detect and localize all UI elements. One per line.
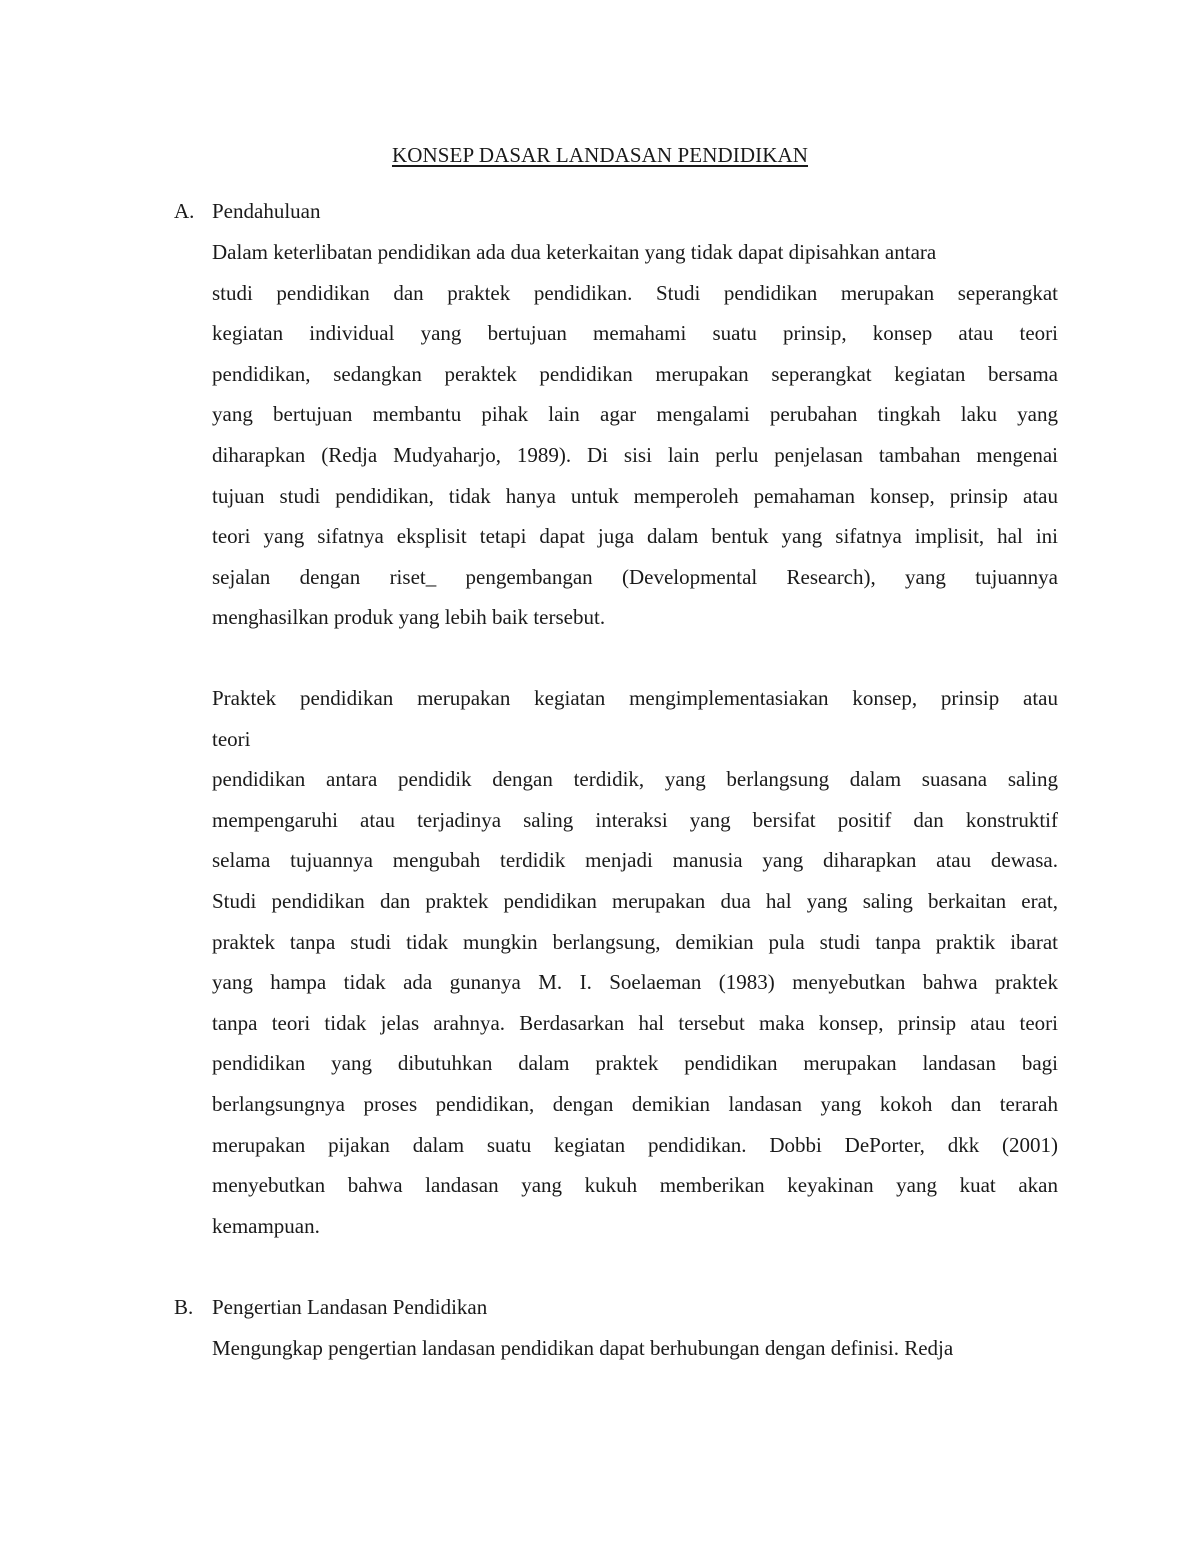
- section-a-heading: [174, 191, 320, 231]
- section-a-marker: A.: [174, 199, 195, 223]
- text-line: Studi pendidikan dan praktek pendidikan merupakan dua hal yang saling berkaitan erat,: [212, 888, 1058, 913]
- section-a-paragraph-2: [212, 678, 1058, 1246]
- text-line: yang hampa tidak ada gunanya M. I. Soelaeman (1983) menyebutkan bahwa praktek: [212, 970, 1058, 995]
- text-line: menghasilkan produk yang lebih baik tersebut.: [212, 605, 606, 630]
- text-line: teori yang sifatnya eksplisit tetapi dapat juga dalam bentuk yang sifatnya implisit, hal ini: [212, 524, 1058, 549]
- section-b-heading: [174, 1287, 487, 1327]
- section-a-heading-text: Pendahuluan: [212, 199, 321, 223]
- text-line: pendidikan, sedangkan peraktek pendidikan merupakan seperangkat kegiatan bersama: [212, 361, 1058, 386]
- document-title: KONSEP DASAR LANDASAN PENDIDIKAN: [391, 143, 809, 167]
- section-b-heading-text: Pengertian Landasan Pendidikan: [212, 1295, 488, 1319]
- text-line: pendidikan antara pendidik dengan terdidik, yang berlangsung dalam suasana saling: [212, 767, 1058, 792]
- text-line: berlangsungnya proses pendidikan, dengan demikian landasan yang kokoh dan terarah: [212, 1091, 1058, 1116]
- text-line: kemampuan.: [212, 1213, 320, 1238]
- text-line: teori: [212, 726, 251, 751]
- text-line: studi pendidikan dan praktek pendidikan. Studi pendidikan merupakan seperangkat: [212, 280, 1058, 305]
- text-line: selama tujuannya mengubah terdidik menjadi manusia yang diharapkan atau dewasa.: [212, 848, 1058, 873]
- section-b-marker: B.: [174, 1295, 194, 1319]
- text-line: Dalam keterlibatan pendidikan ada dua keterkaitan yang tidak dapat dipisahkan antara: [212, 240, 937, 264]
- text-line: tujuan studi pendidikan, tidak hanya untuk memperoleh pemahaman konsep, prinsip atau: [212, 483, 1058, 508]
- text-line: praktek tanpa studi tidak mungkin berlangsung, demikian pula studi tanpa praktik ibarat: [212, 929, 1058, 954]
- text-line: pendidikan yang dibutuhkan dalam praktek pendidikan merupakan landasan bagi: [212, 1051, 1058, 1076]
- text-line: merupakan pijakan dalam suatu kegiatan pendidikan. Dobbi DePorter, dkk (2001): [212, 1132, 1058, 1157]
- text-line: sejalan dengan riset_ pengembangan (Developmental Research), yang tujuannya: [212, 564, 1058, 589]
- text-line: kegiatan individual yang bertujuan memahami suatu prinsip, konsep atau teori: [212, 321, 1058, 346]
- text-line: diharapkan (Redja Mudyaharjo, 1989). Di sisi lain perlu penjelasan tambahan mengenai: [212, 442, 1058, 467]
- section-b-paragraph-1: [212, 1328, 1058, 1369]
- text-line: mempengaruhi atau terjadinya saling interaksi yang bersifat positif dan konstruktif: [212, 807, 1058, 832]
- text-line: menyebutkan bahwa landasan yang kukuh memberikan keyakinan yang kuat akan: [212, 1173, 1058, 1198]
- text-line: Mengungkap pengertian landasan pendidikan dapat berhubungan dengan definisi. Redja: [212, 1336, 954, 1360]
- text-line: tanpa teori tidak jelas arahnya. Berdasarkan hal tersebut maka konsep, prinsip atau teori: [212, 1010, 1058, 1035]
- text-line: yang bertujuan membantu pihak lain agar mengalami perubahan tingkah laku yang: [212, 402, 1058, 427]
- section-a-paragraph-1: [212, 232, 1058, 638]
- text-line: Praktek pendidikan merupakan kegiatan mengimplementasiakan konsep, prinsip atau: [212, 686, 1058, 710]
